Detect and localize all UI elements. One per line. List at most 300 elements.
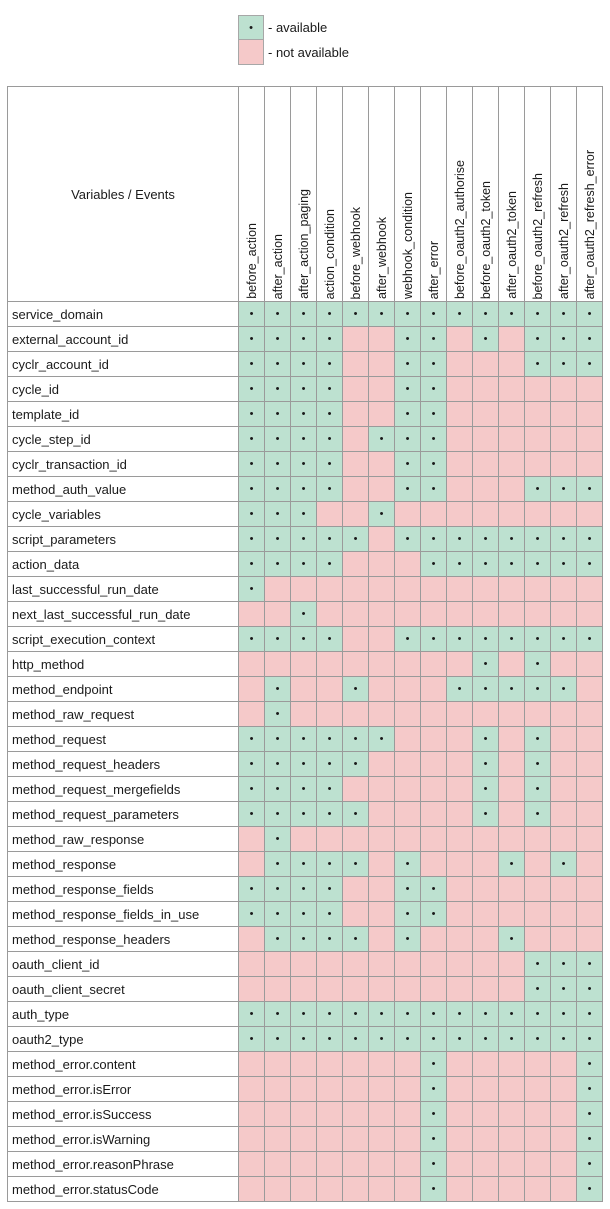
available-cell: •: [577, 352, 603, 377]
not-available-cell: [369, 752, 395, 777]
variable-name: last_successful_run_date: [8, 577, 239, 602]
available-cell: •: [577, 477, 603, 502]
not-available-cell: [421, 727, 447, 752]
available-cell: •: [239, 477, 265, 502]
table-row: [8, 1052, 603, 1077]
available-cell: •: [395, 427, 421, 452]
available-cell: •: [239, 402, 265, 427]
not-available-cell: [369, 1052, 395, 1077]
variable-name: auth_type: [8, 1002, 239, 1027]
variable-name: method_endpoint: [8, 677, 239, 702]
available-cell: •: [473, 752, 499, 777]
not-available-cell: [317, 602, 343, 627]
not-available-cell: [395, 502, 421, 527]
event-header-label: after_error: [426, 240, 441, 299]
available-cell: •: [499, 527, 525, 552]
available-cell: •: [239, 627, 265, 652]
not-available-cell: [291, 1152, 317, 1177]
variable-name: method_response_fields_in_use: [8, 902, 239, 927]
available-cell: •: [499, 677, 525, 702]
available-cell: •: [421, 302, 447, 327]
table-row: [8, 352, 603, 377]
not-available-cell: [369, 827, 395, 852]
available-cell: •: [265, 552, 291, 577]
available-cell: •: [317, 777, 343, 802]
available-cell: •: [577, 302, 603, 327]
not-available-cell: [447, 577, 473, 602]
not-available-cell: [343, 602, 369, 627]
not-available-cell: [421, 977, 447, 1002]
available-cell: •: [291, 627, 317, 652]
available-cell: •: [577, 1077, 603, 1102]
event-header: [395, 87, 421, 302]
available-cell: •: [447, 302, 473, 327]
available-cell: •: [291, 902, 317, 927]
table-row: [8, 702, 603, 727]
event-header: [317, 87, 343, 302]
available-cell: •: [317, 902, 343, 927]
not-available-cell: [239, 1152, 265, 1177]
available-cell: •: [343, 727, 369, 752]
available-cell: •: [421, 402, 447, 427]
not-available-cell: [499, 1177, 525, 1202]
available-cell: •: [447, 527, 473, 552]
table-row: [8, 1027, 603, 1052]
available-cell: •: [291, 477, 317, 502]
available-cell: •: [473, 727, 499, 752]
not-available-cell: [499, 377, 525, 402]
not-available-cell: [525, 577, 551, 602]
available-cell: •: [369, 502, 395, 527]
available-cell: •: [395, 927, 421, 952]
available-cell: •: [525, 477, 551, 502]
not-available-cell: [525, 702, 551, 727]
not-available-cell: [395, 652, 421, 677]
not-available-cell: [291, 1102, 317, 1127]
legend: [238, 15, 349, 65]
not-available-cell: [421, 827, 447, 852]
available-cell: •: [317, 877, 343, 902]
not-available-cell: [343, 477, 369, 502]
available-cell: •: [525, 352, 551, 377]
not-available-cell: [343, 502, 369, 527]
not-available-cell: [421, 677, 447, 702]
not-available-cell: [343, 1077, 369, 1102]
available-cell: •: [343, 752, 369, 777]
not-available-cell: [265, 1127, 291, 1152]
table-row: [8, 652, 603, 677]
available-cell: •: [395, 477, 421, 502]
not-available-cell: [291, 652, 317, 677]
not-available-cell: [395, 1077, 421, 1102]
event-header-label: after_oauth2_refresh: [556, 182, 571, 299]
available-cell: •: [291, 602, 317, 627]
available-cell: •: [525, 727, 551, 752]
not-available-cell: [265, 602, 291, 627]
variable-name: method_error.isWarning: [8, 1127, 239, 1152]
not-available-cell: [447, 952, 473, 977]
table-row: [8, 1102, 603, 1127]
available-cell: •: [499, 1027, 525, 1052]
not-available-cell: [577, 652, 603, 677]
table-row: [8, 1152, 603, 1177]
variable-name: cycle_variables: [8, 502, 239, 527]
available-cell: •: [447, 552, 473, 577]
available-cell: •: [317, 802, 343, 827]
table-row: [8, 527, 603, 552]
available-cell: •: [369, 302, 395, 327]
table-row: [8, 477, 603, 502]
legend-available: [238, 15, 349, 40]
not-available-cell: [577, 577, 603, 602]
not-available-cell: [317, 577, 343, 602]
not-available-cell: [577, 802, 603, 827]
available-cell: •: [317, 302, 343, 327]
event-header: [447, 87, 473, 302]
table-row: [8, 402, 603, 427]
variable-name: method_response_fields: [8, 877, 239, 902]
not-available-cell: [369, 1077, 395, 1102]
not-available-cell: [291, 1127, 317, 1152]
available-cell: •: [577, 327, 603, 352]
available-cell: •: [291, 877, 317, 902]
not-available-cell: [447, 652, 473, 677]
not-available-cell: [499, 1152, 525, 1177]
not-available-cell: [551, 1177, 577, 1202]
not-available-cell: [499, 1077, 525, 1102]
available-cell: •: [265, 377, 291, 402]
available-cell: •: [525, 1027, 551, 1052]
not-available-cell: [395, 1102, 421, 1127]
available-cell: •: [291, 377, 317, 402]
available-cell: •: [265, 527, 291, 552]
not-available-cell: [239, 977, 265, 1002]
legend-available-label: - available: [268, 20, 328, 35]
available-cell: •: [525, 977, 551, 1002]
not-available-cell: [499, 752, 525, 777]
table-row: [8, 877, 603, 902]
table-row: [8, 552, 603, 577]
available-cell: •: [421, 477, 447, 502]
available-cell: •: [343, 852, 369, 877]
not-available-cell: [551, 1052, 577, 1077]
not-available-cell: [577, 427, 603, 452]
not-available-cell: [499, 402, 525, 427]
table-row: [8, 902, 603, 927]
event-header-label: after_action_paging: [296, 189, 311, 299]
not-available-cell: [525, 427, 551, 452]
event-header: [577, 87, 603, 302]
event-header-label: after_action: [270, 233, 285, 299]
not-available-cell: [343, 1102, 369, 1127]
available-cell: •: [239, 427, 265, 452]
not-available-cell: [317, 1052, 343, 1077]
not-available-cell: [499, 1102, 525, 1127]
table-row: [8, 677, 603, 702]
available-cell: •: [317, 477, 343, 502]
available-cell: •: [239, 802, 265, 827]
not-available-cell: [291, 827, 317, 852]
available-cell: •: [265, 427, 291, 452]
not-available-cell: [317, 827, 343, 852]
available-cell: •: [421, 427, 447, 452]
available-cell: •: [421, 1027, 447, 1052]
not-available-cell: [369, 602, 395, 627]
not-available-cell: [369, 702, 395, 727]
event-header-label: before_webhook: [348, 206, 363, 299]
not-available-cell: [447, 452, 473, 477]
available-cell: •: [499, 627, 525, 652]
table-row: [8, 727, 603, 752]
available-cell: •: [525, 802, 551, 827]
not-available-cell: [369, 1102, 395, 1127]
variable-name: method_error.isError: [8, 1077, 239, 1102]
not-available-cell: [447, 1152, 473, 1177]
not-available-cell: [551, 927, 577, 952]
not-available-cell: [421, 502, 447, 527]
not-available-cell: [343, 1152, 369, 1177]
not-available-cell: [265, 1077, 291, 1102]
not-available-cell: [577, 452, 603, 477]
not-available-cell: [343, 452, 369, 477]
table-row: [8, 577, 603, 602]
not-available-cell: [577, 702, 603, 727]
variable-name: http_method: [8, 652, 239, 677]
available-cell: •: [239, 777, 265, 802]
not-available-cell: [551, 902, 577, 927]
available-cell: •: [317, 752, 343, 777]
not-available-cell: [343, 402, 369, 427]
not-available-cell: [369, 977, 395, 1002]
not-available-cell: [499, 702, 525, 727]
event-header: [525, 87, 551, 302]
not-available-cell: [525, 1077, 551, 1102]
available-cell: •: [291, 527, 317, 552]
not-available-cell: [317, 1177, 343, 1202]
available-cell: •: [421, 627, 447, 652]
variable-name: method_error.statusCode: [8, 1177, 239, 1202]
available-cell: •: [447, 1002, 473, 1027]
not-available-cell: [395, 802, 421, 827]
not-available-cell: [447, 327, 473, 352]
legend-not-available-swatch: [238, 40, 264, 65]
available-cell: •: [551, 1027, 577, 1052]
not-available-cell: [369, 902, 395, 927]
available-cell: •: [317, 1027, 343, 1052]
available-cell: •: [577, 1152, 603, 1177]
table-row: [8, 977, 603, 1002]
event-header: [473, 87, 499, 302]
not-available-cell: [291, 577, 317, 602]
available-cell: •: [551, 627, 577, 652]
available-cell: •: [265, 502, 291, 527]
not-available-cell: [499, 1127, 525, 1152]
not-available-cell: [551, 727, 577, 752]
variable-name: method_response: [8, 852, 239, 877]
not-available-cell: [551, 652, 577, 677]
available-cell: •: [421, 527, 447, 552]
available-cell: •: [265, 302, 291, 327]
not-available-cell: [343, 377, 369, 402]
variable-name: method_request_headers: [8, 752, 239, 777]
event-header-label: after_webhook: [374, 216, 389, 299]
available-cell: •: [291, 352, 317, 377]
not-available-cell: [551, 452, 577, 477]
not-available-cell: [447, 727, 473, 752]
available-cell: •: [239, 752, 265, 777]
available-cell: •: [265, 827, 291, 852]
not-available-cell: [551, 1102, 577, 1127]
not-available-cell: [421, 702, 447, 727]
available-cell: •: [395, 452, 421, 477]
not-available-cell: [473, 827, 499, 852]
available-cell: •: [369, 1002, 395, 1027]
not-available-cell: [473, 1052, 499, 1077]
not-available-cell: [265, 1052, 291, 1077]
available-cell: •: [239, 527, 265, 552]
not-available-cell: [473, 402, 499, 427]
available-cell: •: [317, 927, 343, 952]
event-header: [551, 87, 577, 302]
available-cell: •: [551, 677, 577, 702]
not-available-cell: [317, 977, 343, 1002]
event-header: [343, 87, 369, 302]
not-available-cell: [473, 352, 499, 377]
not-available-cell: [473, 877, 499, 902]
available-cell: •: [473, 1002, 499, 1027]
not-available-cell: [317, 702, 343, 727]
available-cell: •: [317, 452, 343, 477]
not-available-cell: [447, 852, 473, 877]
available-cell: •: [525, 1002, 551, 1027]
not-available-cell: [395, 702, 421, 727]
available-cell: •: [317, 427, 343, 452]
table-body: [8, 302, 603, 1202]
available-cell: •: [499, 552, 525, 577]
available-cell: •: [577, 627, 603, 652]
available-cell: •: [421, 327, 447, 352]
not-available-cell: [395, 552, 421, 577]
not-available-cell: [369, 1152, 395, 1177]
not-available-cell: [239, 677, 265, 702]
not-available-cell: [499, 452, 525, 477]
available-cell: •: [291, 727, 317, 752]
not-available-cell: [291, 1077, 317, 1102]
not-available-cell: [447, 502, 473, 527]
not-available-cell: [525, 902, 551, 927]
available-cell: •: [317, 852, 343, 877]
available-cell: •: [525, 552, 551, 577]
not-available-cell: [369, 652, 395, 677]
available-cell: •: [291, 402, 317, 427]
not-available-cell: [343, 652, 369, 677]
event-header: [239, 87, 265, 302]
not-available-cell: [447, 1077, 473, 1102]
table-row: [8, 377, 603, 402]
available-cell: •: [551, 527, 577, 552]
not-available-cell: [577, 877, 603, 902]
available-cell: •: [265, 927, 291, 952]
available-cell: •: [525, 302, 551, 327]
not-available-cell: [473, 1127, 499, 1152]
not-available-cell: [343, 702, 369, 727]
available-cell: •: [265, 677, 291, 702]
not-available-cell: [499, 477, 525, 502]
not-available-cell: [525, 602, 551, 627]
not-available-cell: [499, 427, 525, 452]
available-cell: •: [239, 552, 265, 577]
available-cell: •: [525, 752, 551, 777]
not-available-cell: [551, 827, 577, 852]
not-available-cell: [473, 927, 499, 952]
available-cell: •: [473, 652, 499, 677]
not-available-cell: [499, 577, 525, 602]
variable-name: method_raw_response: [8, 827, 239, 852]
variable-name: next_last_successful_run_date: [8, 602, 239, 627]
variable-name: method_raw_request: [8, 702, 239, 727]
not-available-cell: [239, 952, 265, 977]
variable-name: service_domain: [8, 302, 239, 327]
not-available-cell: [447, 377, 473, 402]
not-available-cell: [447, 477, 473, 502]
not-available-cell: [369, 852, 395, 877]
available-cell: •: [447, 1027, 473, 1052]
available-cell: •: [343, 927, 369, 952]
available-cell: •: [395, 327, 421, 352]
available-cell: •: [291, 777, 317, 802]
not-available-cell: [369, 927, 395, 952]
available-cell: •: [239, 327, 265, 352]
event-header-label: webhook_condition: [400, 191, 415, 299]
corner-header: Variables / Events: [8, 87, 239, 302]
variable-name: oauth2_type: [8, 1027, 239, 1052]
not-available-cell: [525, 402, 551, 427]
not-available-cell: [525, 1052, 551, 1077]
not-available-cell: [239, 827, 265, 852]
table-row: [8, 427, 603, 452]
not-available-cell: [577, 677, 603, 702]
availability-table: [7, 86, 603, 1202]
available-cell: •: [291, 302, 317, 327]
table-row: [8, 627, 603, 652]
not-available-cell: [577, 502, 603, 527]
table-row: [8, 1127, 603, 1152]
available-cell: •: [395, 352, 421, 377]
not-available-cell: [395, 602, 421, 627]
not-available-cell: [499, 327, 525, 352]
table-row: [8, 952, 603, 977]
not-available-cell: [577, 827, 603, 852]
not-available-cell: [291, 977, 317, 1002]
available-cell: •: [499, 927, 525, 952]
not-available-cell: [577, 902, 603, 927]
not-available-cell: [473, 1177, 499, 1202]
available-cell: •: [317, 727, 343, 752]
not-available-cell: [577, 927, 603, 952]
not-available-cell: [421, 777, 447, 802]
available-cell: •: [551, 1002, 577, 1027]
available-cell: •: [291, 802, 317, 827]
not-available-cell: [473, 377, 499, 402]
available-cell: •: [551, 552, 577, 577]
not-available-cell: [369, 952, 395, 977]
not-available-cell: [525, 377, 551, 402]
header-row: [8, 87, 603, 302]
not-available-cell: [551, 877, 577, 902]
not-available-cell: [369, 627, 395, 652]
available-cell: •: [577, 527, 603, 552]
not-available-cell: [447, 977, 473, 1002]
